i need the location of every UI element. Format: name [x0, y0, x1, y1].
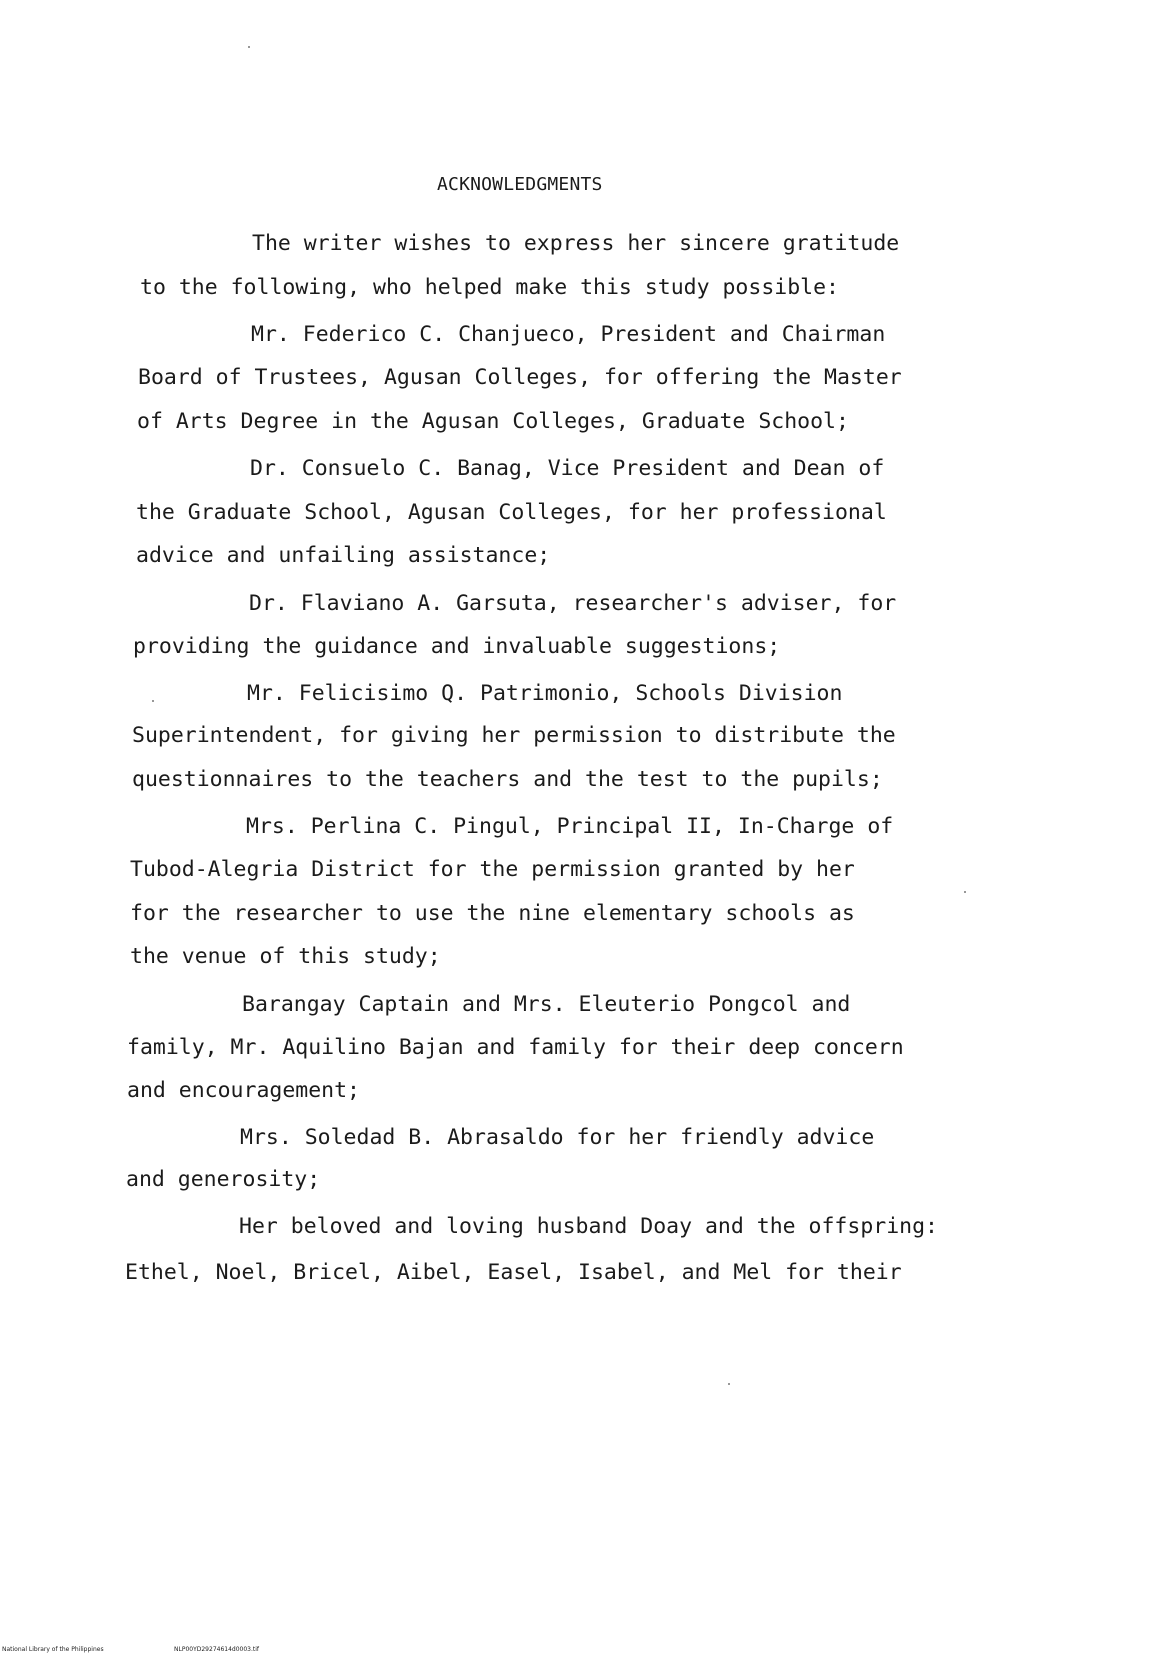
- text-line: Dr. Consuelo C. Banag, Vice President and Dean of: [250, 456, 885, 481]
- text-line: family, Mr. Aquilino Bajan and family for their deep concern: [127, 1035, 904, 1060]
- page-title: ACKNOWLEDGMENTS: [437, 174, 603, 195]
- scan-speck: [152, 700, 154, 702]
- scan-speck: [964, 891, 966, 893]
- text-line: Mr. Federico C. Chanjueco, President and Chairman: [251, 322, 886, 347]
- text-line: advice and unfailing assistance;: [136, 543, 551, 568]
- text-line: the venue of this study;: [130, 944, 441, 969]
- text-line: Mr. Felicisimo Q. Patrimonio, Schools Division: [247, 681, 843, 706]
- text-line: Mrs. Soledad B. Abrasaldo for her friendly advice: [240, 1125, 875, 1150]
- text-line: and generosity;: [126, 1167, 321, 1192]
- text-line: Dr. Flaviano A. Garsuta, researcher's adviser, for: [249, 591, 897, 616]
- text-line: to the following, who helped make this study possible:: [140, 275, 839, 300]
- text-line: and encouragement;: [127, 1078, 360, 1103]
- text-line: Barangay Captain and Mrs. Eleuterio Pongcol and: [242, 992, 851, 1017]
- footer-library: National Library of the Philippines: [2, 1646, 104, 1653]
- text-line: of Arts Degree in the Agusan Colleges, Graduate School;: [137, 409, 849, 434]
- text-line: the Graduate School, Agusan Colleges, for her professional: [136, 500, 887, 525]
- footer-file-id: NLP00YD29274614d0003.tif: [174, 1646, 260, 1653]
- text-line: The writer wishes to express her sincere gratitude: [252, 231, 900, 256]
- text-line: Superintendent, for giving her permission to distribute the: [132, 723, 896, 748]
- text-line: Tubod-Alegria District for the permission granted by her: [130, 857, 855, 882]
- text-line: Mrs. Perlina C. Pingul, Principal II, In-Charge of: [246, 814, 894, 839]
- scan-speck: [728, 1383, 730, 1385]
- scan-speck: [248, 46, 250, 48]
- text-line: Board of Trustees, Agusan Colleges, for offering the Master: [138, 365, 902, 390]
- text-line: Her beloved and loving husband Doay and the offspring:: [239, 1214, 938, 1239]
- text-line: questionnaires to the teachers and the test to the pupils;: [132, 767, 883, 792]
- text-line: Ethel, Noel, Bricel, Aibel, Easel, Isabel, and Mel for their: [125, 1260, 902, 1285]
- text-line: providing the guidance and invaluable suggestions;: [133, 634, 781, 659]
- text-line: for the researcher to use the nine elementary schools as: [130, 901, 855, 926]
